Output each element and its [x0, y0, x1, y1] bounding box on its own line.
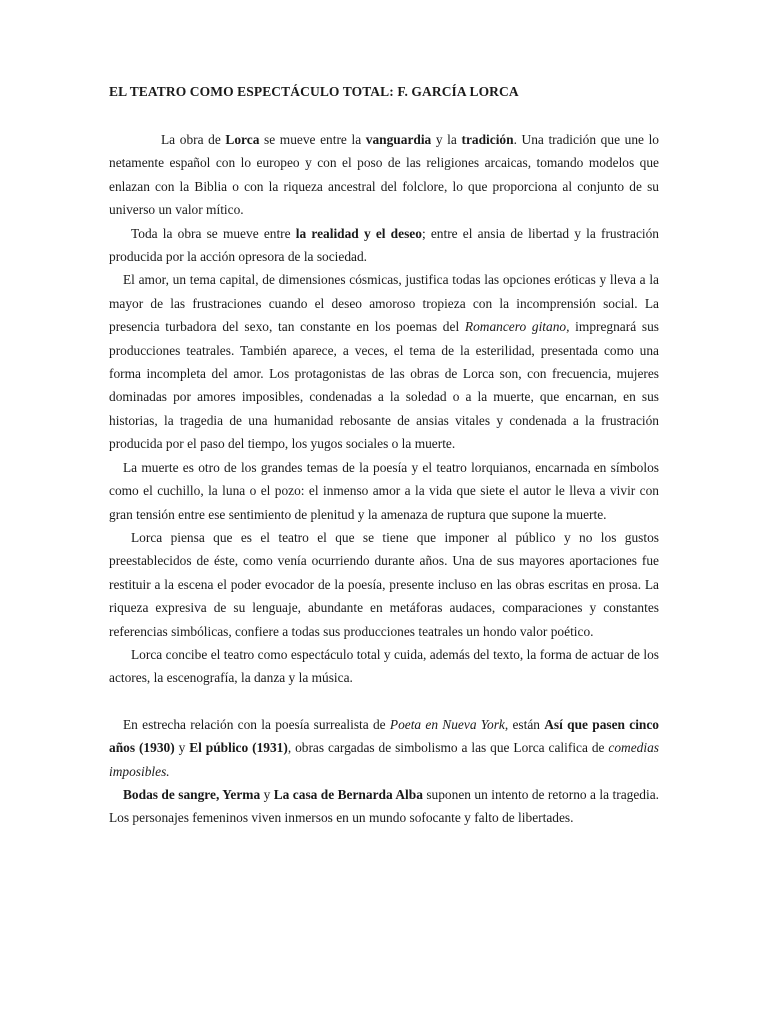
p3-text-c: impregnará sus producciones teatrales. También aparece, a veces, el tema de la esterilidad, presentada como una forma incompleta del amor. Los protagonistas de las obras de Lorca son, con frecuencia, mujeres dominadas por amores imposibles, condenadas a la soledad o a la muerte, que encarnan, en sus historias, la tragedia de una humanidad rebosante de ansias vitales y condenada a la frustración producida por el paso del tiempo, los yugos sociales o la muerte.: [109, 319, 660, 452]
p1-bold-tradicion: tradición: [461, 132, 514, 147]
document-page: [109, 82, 659, 830]
paragraph-1: [109, 128, 659, 222]
p8-bold-bodas-yerma: Bodas de sangre, Yerma: [123, 786, 261, 802]
document-title: EL TEATRO COMO ESPECTÁCULO TOTAL: F. GARCÍA LORCA: [109, 84, 519, 99]
paragraph-8: [109, 783, 659, 830]
p1-text-c: se mueve entre la: [259, 132, 366, 147]
paragraph-3: [109, 268, 659, 455]
p7-bold-asi-que-pasen: Así que pasen cinco años (1930): [109, 716, 660, 756]
p2-text-c: ; entre el ansia de libertad y la frustración producida por la acción opresora de la sociedad.: [109, 225, 660, 265]
p1-text-a: La obra de: [161, 132, 226, 147]
paragraph-gap: [109, 690, 659, 713]
p3-italic-romancero: Romancero gitano,: [464, 319, 570, 335]
paragraph-4: La muerte es otro de los grandes temas de la poesía y el teatro lorquianos, encarnada en símbolos como el cuchillo, la luna o el pozo: el inmenso amor a la vida que siete el autor le lleva a vivir con gran tensión entre ese sentimiento de plenitud y la amenaza de ruptura que supone la muerte.: [109, 459, 659, 522]
p7-text-c: , están: [504, 716, 545, 732]
paragraph-2: [109, 222, 659, 269]
paragraph-5: Lorca piensa que es el teatro el que se tiene que imponer al público y no los gustos preestablecidos de éste, como venía ocurriendo durante años. Una de sus mayores aportaciones fue restituir a la escena el poder evocador de la poesía, presente incluso en las obras escritas en prosa. La riqueza expresiva de su lenguaje, abundante en metáforas audaces, comparaciones y constantes referencias simbólicas, confiere a todas sus producciones teatrales un hondo valor poético.: [109, 529, 659, 639]
p7-bold-el-publico: El público (1931): [189, 740, 288, 756]
p8-text-d: suponen un intento de retorno a la tragedia. Los personajes femeninos viven inmersos en un mundo sofocante y falto de libertades.: [109, 786, 659, 826]
paragraph-6: Lorca concibe el teatro como espectáculo total y cuida, además del texto, la forma de actuar de los actores, la escenografía, la danza y la música.: [109, 646, 659, 686]
p1-text-g: . Una tradición que une lo netamente español con lo europeo y con el poso de las religiones arcaicas, tomando modelos que enlazan con la Biblia o con la riqueza ancestral del folclore, lo que proporciona al conjunto de su universo un valor mítico.: [109, 132, 659, 218]
p3-text-a: El amor, un tema capital, de dimensiones cósmicas, justifica todas las opciones eróticas y lleva a la mayor de las frustraciones cuando el deseo amoroso tropieza con la incomprensión social. La presencia turbadora del sexo, tan constante en los poemas del: [109, 272, 659, 335]
paragraph-7: [109, 713, 659, 783]
p7-text-e: y: [174, 740, 190, 756]
p7-italic-poeta: Poeta en Nueva York: [389, 716, 505, 732]
p2-text-a: Toda la obra se mueve entre: [131, 225, 296, 241]
p8-text-b: y: [260, 786, 274, 802]
p7-italic-comedias: comedias imposibles.: [109, 740, 659, 779]
p7-text-g: , obras cargadas de simbolismo a las que Lorca califica de: [287, 740, 609, 756]
p1-text-e: y la: [431, 132, 462, 147]
p2-bold-realidad-deseo: la realidad y el deseo: [295, 225, 422, 241]
p1-bold-vanguardia: vanguardia: [365, 132, 432, 147]
p7-text-a: En estrecha relación con la poesía surrealista de: [123, 716, 390, 732]
p1-bold-lorca: Lorca: [225, 132, 260, 147]
p8-bold-bernarda: La casa de Bernarda Alba: [273, 786, 423, 802]
